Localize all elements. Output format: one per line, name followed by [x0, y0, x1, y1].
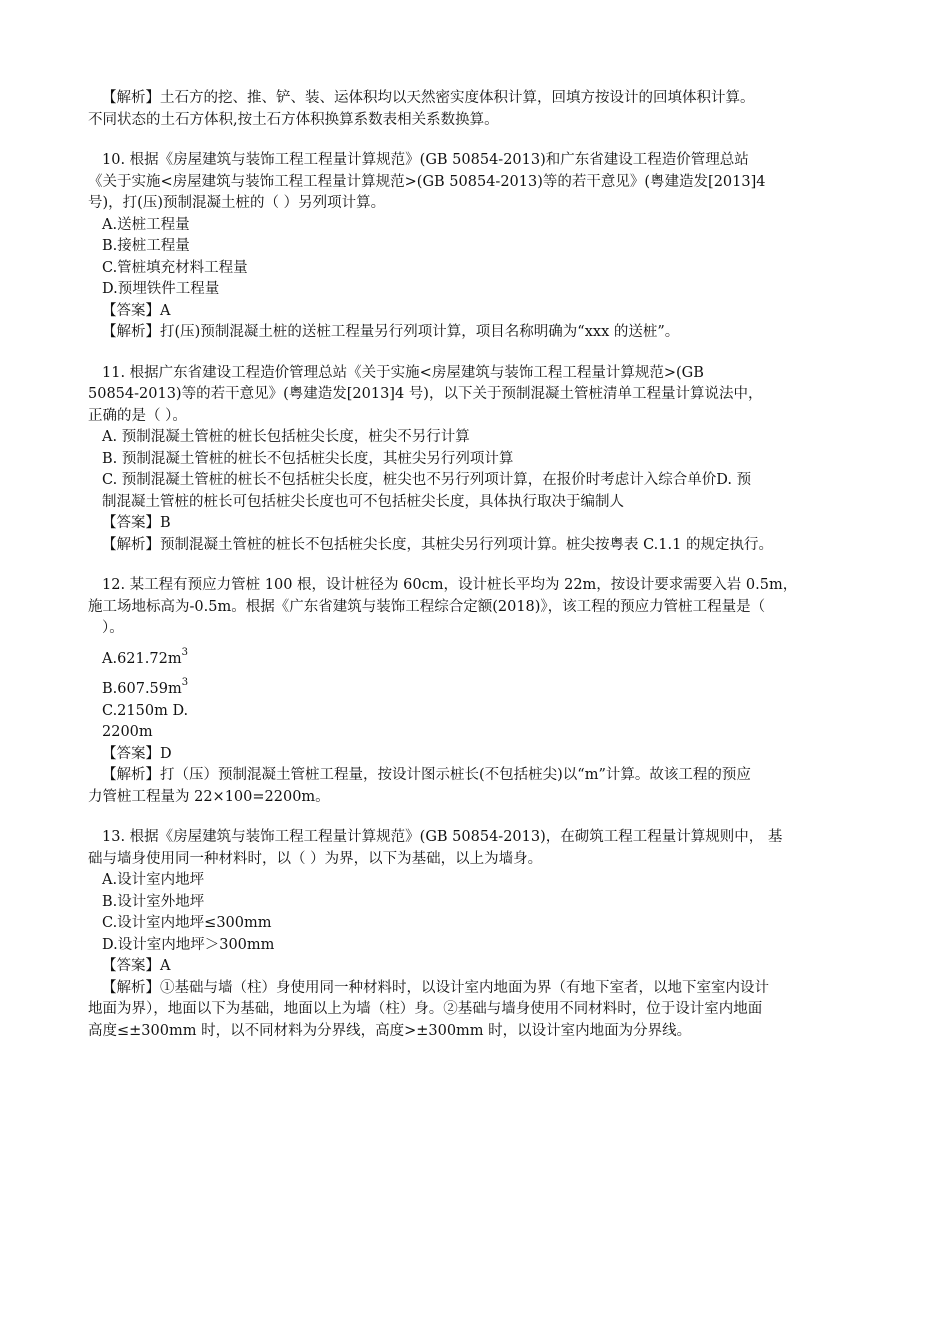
- q11-stem-line-1: 11. 根据广东省建设工程造价管理总站《关于实施<房屋建筑与装饰工程工程量计算规范>(GB: [102, 364, 704, 381]
- q12-explanation-line-2: 力管桩工程量为 22×100=2200m。: [88, 788, 330, 805]
- q12-answer: 【答案】D: [102, 745, 172, 762]
- q11-stem-line-3: 正确的是（ ）。: [88, 407, 187, 424]
- q12-stem-line-1: 12. 某工程有预应力管桩 100 根，设计桩径为 60cm，设计桩长平均为 22m，按设计要求需要入岩 0.5m，: [102, 577, 798, 593]
- q11-explanation: 【解析】预制混凝土管桩的桩长不包括桩尖长度，其桩尖另行列项计算。桩尖按粤表 C.1.1 的规定执行。: [102, 536, 773, 553]
- q12-option-a-exponent: 3: [181, 646, 188, 658]
- q12-option-d: 2200m: [102, 724, 153, 740]
- q13-option-c: C.设计室内地坪≤300mm: [102, 915, 272, 931]
- q10-option-d: D.预埋铁件工程量: [102, 281, 220, 297]
- q12-option-b-text: B.607.59m: [102, 681, 182, 697]
- q13-option-b: B.设计室外地坪: [102, 893, 205, 910]
- q13-explanation-line-3: 高度≤±300mm 时，以不同材料为分界线，高度>±300mm 时，以设计室内地面为分界线。: [88, 1022, 692, 1039]
- q11-answer: 【答案】B: [102, 515, 171, 531]
- q10-stem-line-3: 号)，打(压)预制混凝土桩的（ ）另列项计算。: [88, 195, 386, 211]
- q12-option-a: [88, 646, 876, 671]
- q10-stem-line-1: 10. 根据《房屋建筑与装饰工程工程量计算规范》(GB 50854-2013)和广东省建设工程造价管理总站: [102, 152, 749, 168]
- q13-option-a: A.设计室内地坪: [102, 872, 205, 888]
- q11-stem-line-2: 50854-2013)等的若干意见》(粤建造发[2013]4 号)，以下关于预制混凝土管桩清单工程量计算说法中，: [88, 386, 763, 402]
- q10-option-b: B.接桩工程量: [102, 238, 190, 254]
- q10-answer: 【答案】A: [102, 302, 171, 319]
- q10-option-c: C.管桩填充材料工程量: [102, 259, 248, 276]
- q12-option-b-exponent: 3: [181, 677, 189, 689]
- q10-stem-line-2: 《关于实施<房屋建筑与装饰工程工程量计算规范>(GB 50854-2013)等的若干意见》(粤建造发[2013]4: [88, 173, 766, 190]
- q9-explanation-line-1: 【解析】土石方的挖、推、铲、装、运体积均以天然密实度体积计算，回填方按设计的回填体积计算。: [102, 90, 755, 106]
- q13-answer: 【答案】A: [102, 958, 171, 974]
- q13-explanation-line-2: 地面为界），地面以下为基础，地面以上为墙（柱）身。②基础与墙身使用不同材料时，位于设计室内地面: [88, 1001, 763, 1017]
- q12-explanation-line-1: 【解析】打（压）预制混凝土管桩工程量，按设计图示桩长(不包括桩尖)以“m”计算。故该工程的预应: [102, 767, 751, 783]
- q11-option-b: B. 预制混凝土管桩的桩长不包括桩尖长度，其桩尖另行列项计算: [102, 450, 514, 467]
- q11-option-cd-line-1: C. 预制混凝土管桩的桩长不包括桩尖长度，桩尖也不另行列项计算，在报价时考虑计入综合单价D. 预: [102, 472, 752, 488]
- q12-option-b: [88, 679, 876, 701]
- q11-option-a: A. 预制混凝土管桩的桩长包括桩尖长度，桩尖不另行计算: [102, 429, 470, 445]
- q13-option-d: D.设计室内地坪＞300mm: [102, 936, 275, 953]
- q12-option-c: C.2150m D.: [102, 702, 189, 719]
- q12-stem-line-2: 施工场地标高为-0.5m。根据《广东省建筑与装饰工程综合定额(2018)》，该工程的预应力管桩工程量是（: [88, 598, 766, 615]
- q13-stem-line-2: 础与墙身使用同一种材料时，以（ ）为界，以下为基础，以上为墙身。: [88, 850, 543, 867]
- q13-stem-line-1: 13. 根据《房屋建筑与装饰工程工程量计算规范》(GB 50854-2013)，在砌筑工程工程量计算规则中， 基: [102, 829, 783, 845]
- q9-explanation-line-2: 不同状态的土石方体积,按土石方体积换算系数表相关系数换算。: [88, 111, 499, 128]
- q12-option-a-text: A.621.72m: [102, 650, 182, 667]
- q11-option-cd-line-2: 制混凝土管桩的桩长可包括桩尖长度也可不包括桩尖长度，具体执行取决于编制人: [102, 493, 624, 510]
- q10-option-a: A.送桩工程量: [102, 216, 190, 233]
- q10-explanation: 【解析】打(压)预制混凝土桩的送桩工程量另行列项计算，项目名称明确为“xxx 的送桩”。: [102, 324, 680, 340]
- q13-explanation-line-1: 【解析】①基础与墙（柱）身使用同一种材料时，以设计室内地面为界（有地下室者，以地下室室内设计: [102, 979, 769, 996]
- q12-stem-line-3: ）。: [102, 620, 124, 636]
- document-page: [88, 88, 876, 1042]
